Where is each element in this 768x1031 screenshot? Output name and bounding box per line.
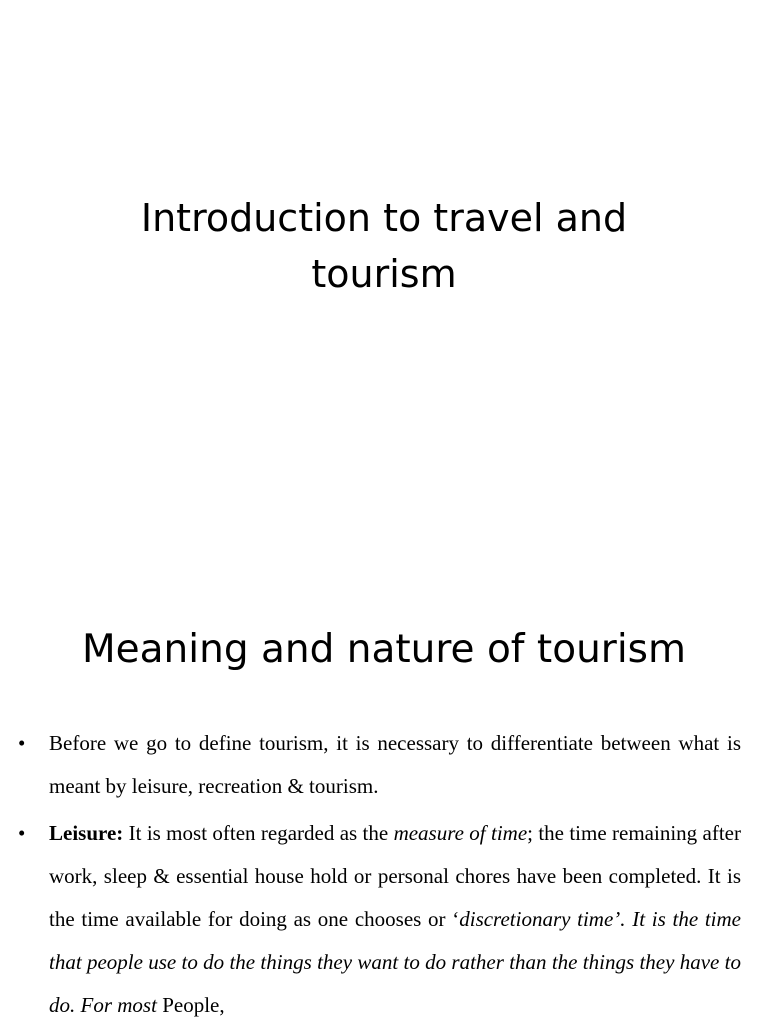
leisure-emphasis-1: measure of time (393, 821, 528, 845)
leisure-text-3: People, (156, 993, 225, 1017)
bullet-list (0, 722, 768, 1031)
leisure-text-2: ; the time remaining after work, sleep & essential house hold or personal chores have been completed. It is the time available for doing as one chooses or ‘ (49, 821, 741, 931)
slide-title-meaning: Meaning and nature of tourism (82, 627, 686, 672)
bullet-dot-icon: • (18, 821, 26, 845)
leisure-term: Leisure: (49, 821, 124, 845)
bullet-text: Before we go to define tourism, it is necessary to differentiate between what is meant by leisure, recreation & tourism. (49, 731, 741, 798)
bullet-item-definition-intro (0, 722, 768, 808)
leisure-text-1: It is most often regarded as the (123, 821, 394, 845)
leisure-emphasis-2: discretionary time’. It is the time that people use to do the things they want to do rather than the things they have to do. For most (49, 907, 742, 1017)
bullet-item-leisure (0, 812, 768, 1027)
slide-title-introduction: Introduction to travel and tourism (140, 196, 628, 296)
bullet-dot-icon: • (18, 731, 26, 755)
